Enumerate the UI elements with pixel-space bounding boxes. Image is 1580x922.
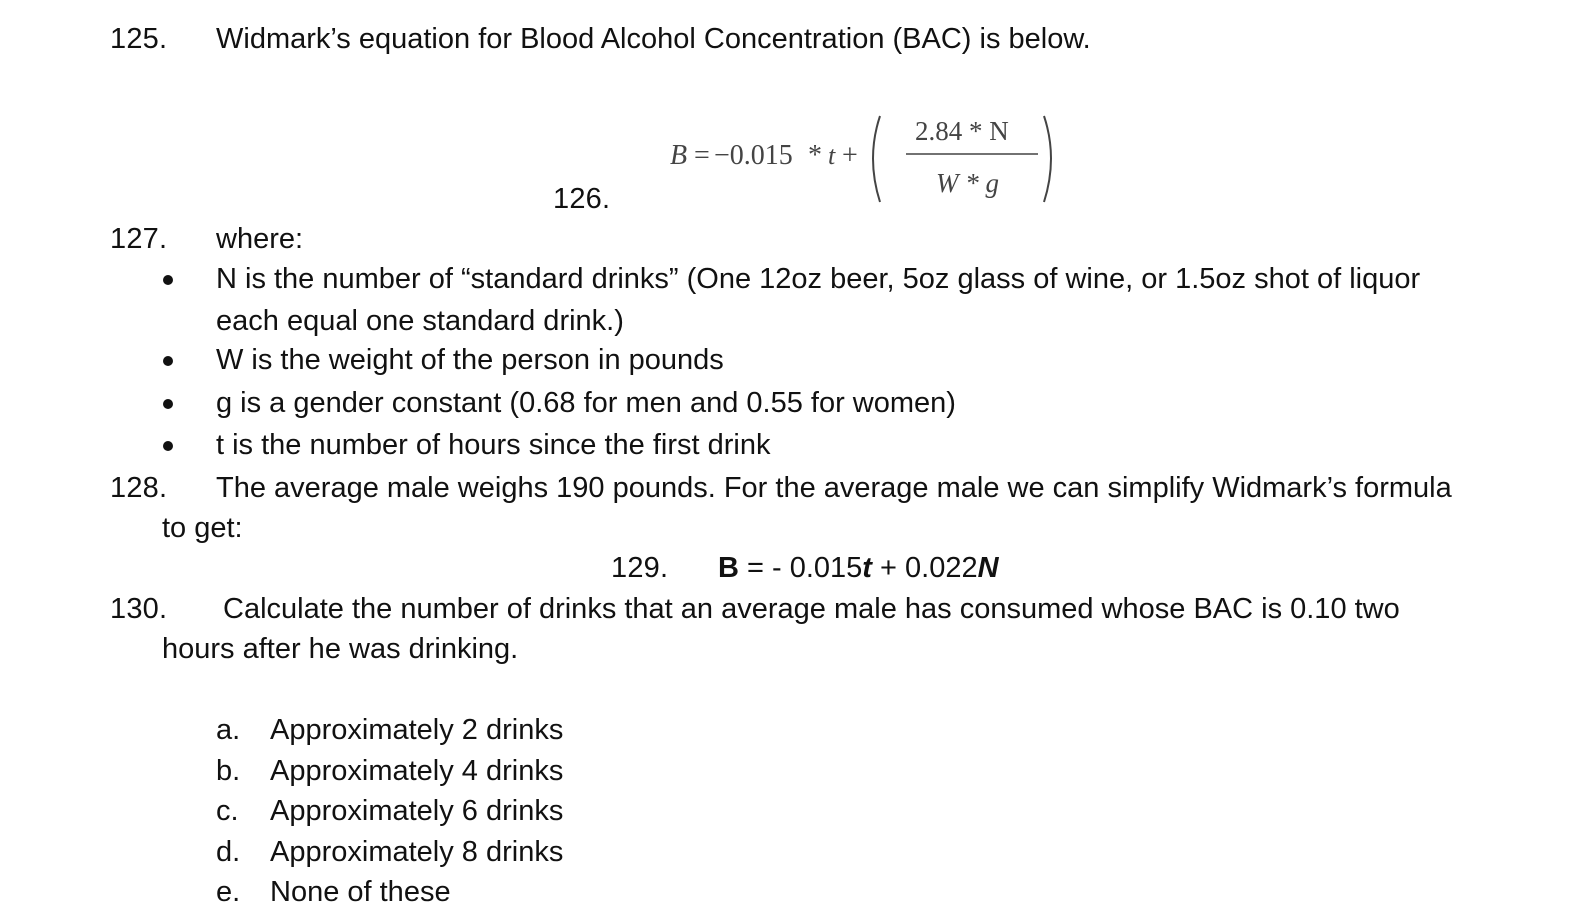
formula-denominator: W * g [936, 168, 999, 198]
formula-left-paren [873, 116, 880, 202]
bullet-text-w: W is the weight of the person in pounds [216, 344, 724, 376]
simplified-formula-b: B [718, 552, 739, 584]
question-number-125: 125. [110, 23, 168, 55]
widmark-formula [670, 108, 1090, 208]
question-number-130: 130. [110, 593, 168, 625]
bullet-icon [163, 356, 173, 366]
option-letter: a. [216, 714, 241, 746]
widmark-formula-graphic [670, 108, 1090, 208]
question-text-130-cont: hours after he was drinking. [162, 633, 519, 665]
where-label: where: [216, 223, 304, 255]
option-letter: c. [216, 795, 239, 827]
formula-lhs: B [670, 140, 688, 171]
option-text: Approximately 6 drinks [270, 795, 564, 827]
question-text-128: The average male weighs 190 pounds. For the average male we can simplify Widmark’s formula [216, 472, 1452, 504]
bullet-text-t: t is the number of hours since the first drink [216, 429, 771, 461]
formula-numerator: 2.84 * N [915, 116, 1009, 146]
formula-coef: −0.015 [714, 140, 793, 171]
answer-option-e[interactable] [216, 875, 451, 910]
formula-right-paren [1044, 116, 1051, 202]
simplified-formula-n: N [977, 552, 999, 584]
bullet-text-n-cont: each equal one standard drink.) [216, 305, 624, 337]
bullet-text-g: g is a gender constant (0.68 for men and 0.55 for women) [216, 387, 956, 419]
question-text-125: Widmark’s equation for Blood Alcohol Concentration (BAC) is below. [216, 23, 1091, 55]
question-text-128-cont: to get: [162, 512, 243, 544]
option-text: Approximately 8 drinks [270, 836, 564, 868]
answer-option-d[interactable] [216, 835, 563, 870]
option-text: Approximately 4 drinks [270, 755, 564, 787]
bullet-icon [163, 441, 173, 451]
question-text-130: Calculate the number of drinks that an average male has consumed whose BAC is 0.10 two [223, 593, 1400, 625]
formula-t: t [828, 141, 836, 170]
answer-option-a[interactable] [216, 713, 563, 748]
formula-times: * [808, 140, 822, 171]
simplified-formula-t: t [862, 552, 872, 584]
simplified-formula-plus: + 0.022 [871, 552, 978, 584]
question-number-127: 127. [110, 223, 168, 255]
bullet-icon [163, 275, 173, 285]
option-letter: b. [216, 755, 241, 787]
option-text: Approximately 2 drinks [270, 714, 564, 746]
answer-option-c[interactable] [216, 794, 563, 829]
option-letter: e. [216, 876, 241, 908]
bullet-text-n: N is the number of “standard drinks” (One 12oz beer, 5oz glass of wine, or 1.5oz shot of liquor [216, 263, 1421, 295]
formula-equals: = [694, 140, 710, 171]
option-text: None of these [270, 876, 451, 908]
simplified-formula [718, 551, 999, 586]
question-number-129: 129. [611, 552, 669, 584]
bullet-icon [163, 399, 173, 409]
question-number-128: 128. [110, 472, 168, 504]
simplified-formula-mid: = - 0.015 [738, 552, 863, 584]
answer-option-b[interactable] [216, 754, 563, 789]
option-letter: d. [216, 836, 241, 868]
question-number-126: 126. [553, 183, 611, 215]
formula-plus: + [842, 140, 858, 171]
